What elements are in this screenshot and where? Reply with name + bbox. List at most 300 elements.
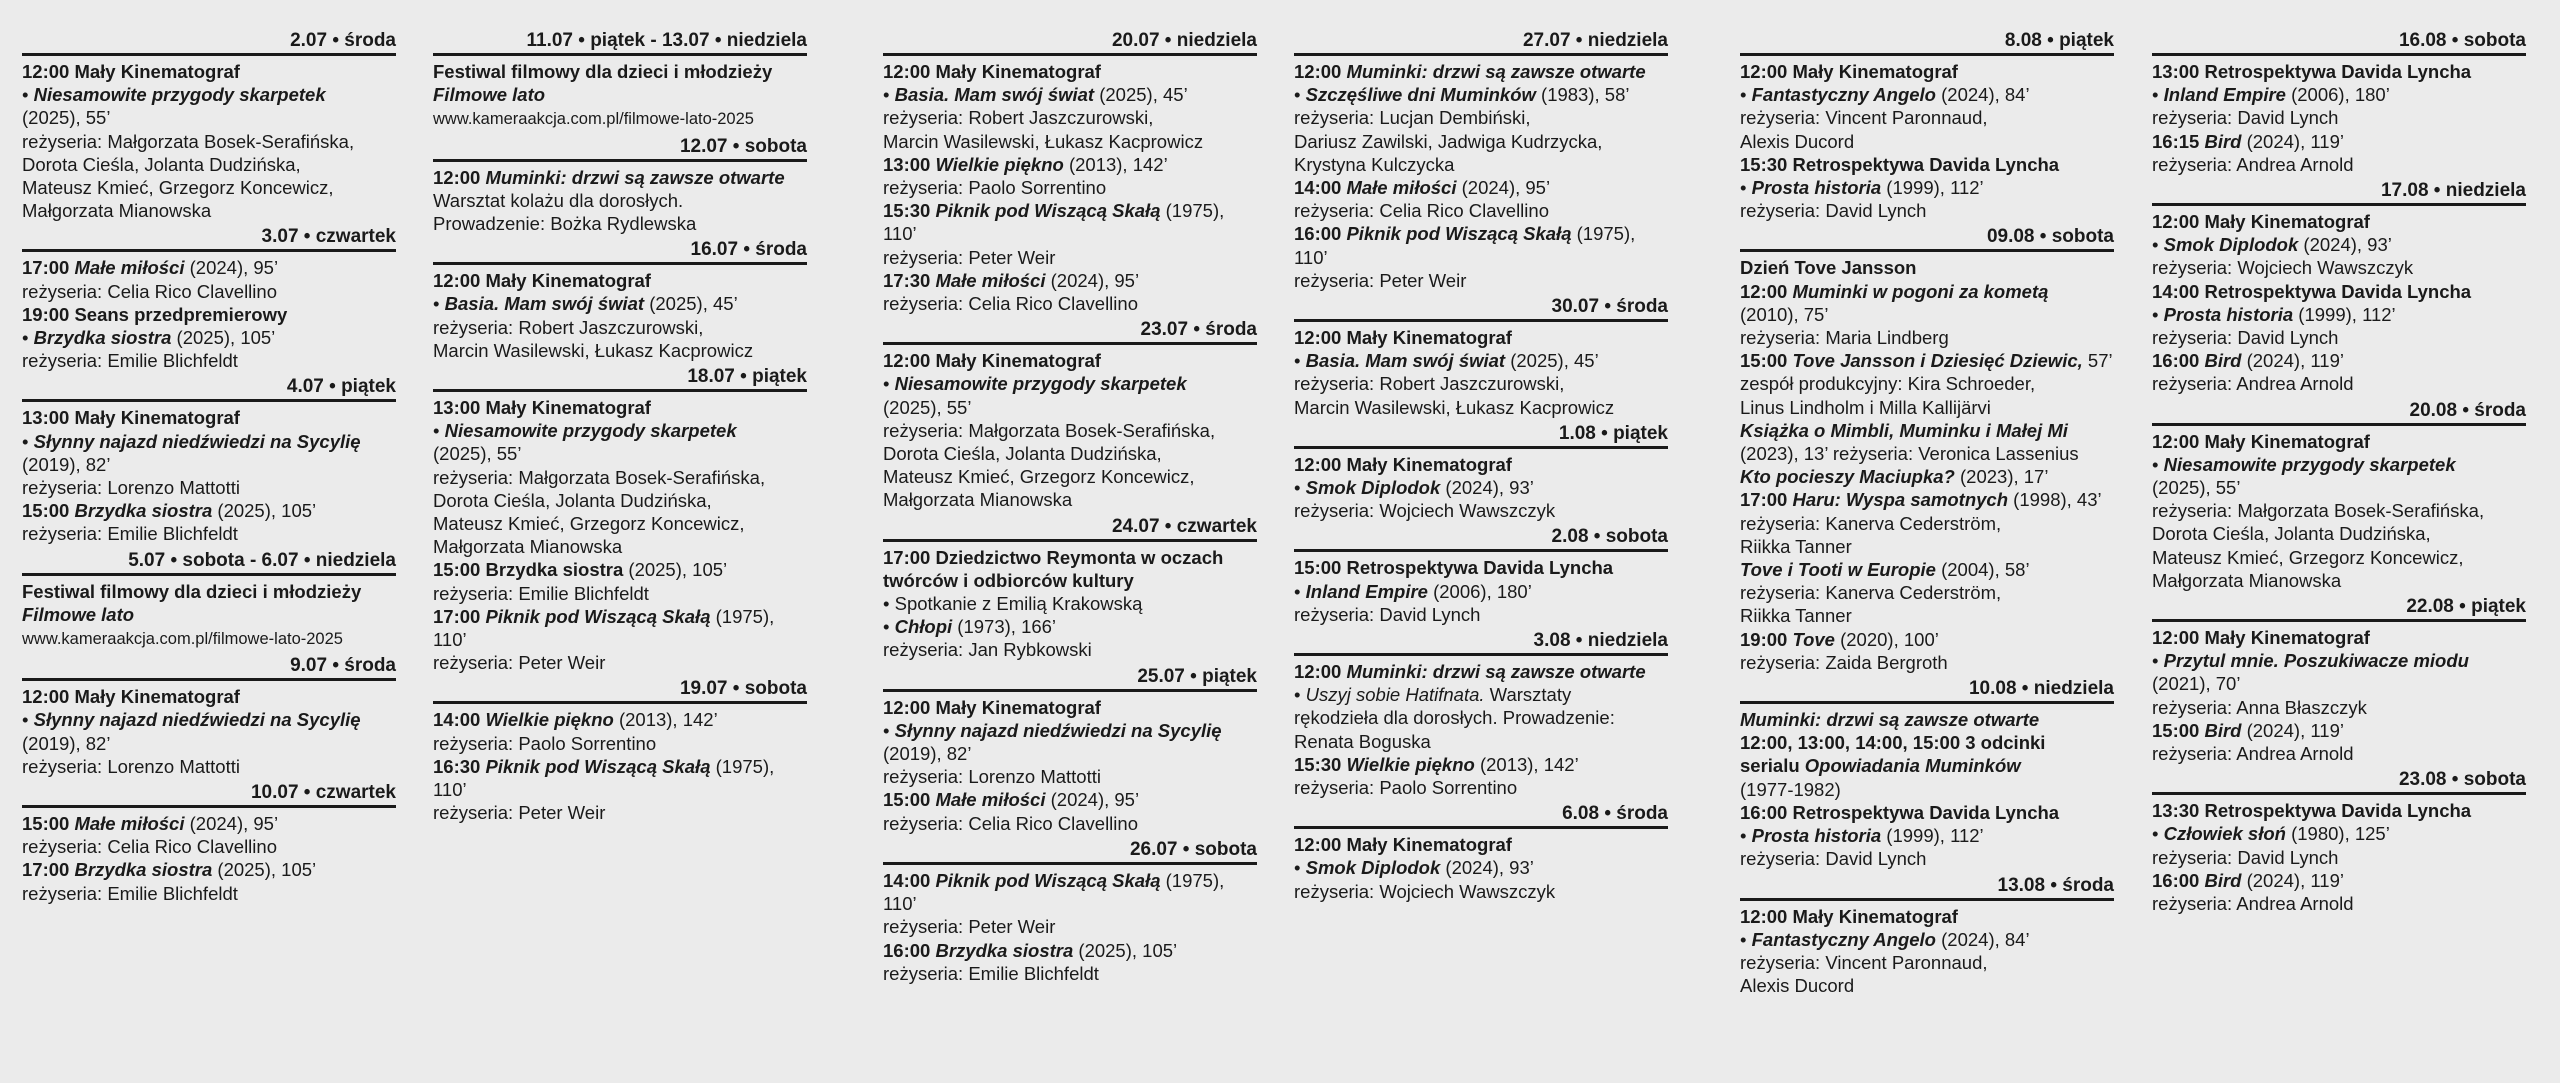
- event-text: 12:00 Mały Kinematograf: [883, 696, 1101, 718]
- day-events: [22, 808, 396, 909]
- event-line: [2152, 430, 2526, 453]
- day-block: [883, 516, 1257, 666]
- day-events: [2152, 795, 2526, 919]
- event-line: [883, 130, 1257, 153]
- event-text: (2025), 45’: [1505, 350, 1599, 372]
- event-line: [2152, 719, 2526, 742]
- event-text: Małe miłości: [74, 257, 185, 279]
- event-line: [433, 732, 807, 755]
- event-text: (2024), 119’: [2241, 869, 2344, 891]
- event-text: 15:00: [433, 559, 486, 581]
- day-date-header: 3.08 • niedziela: [1294, 630, 1668, 656]
- event-line: [1294, 683, 1668, 706]
- event-text: (2025), 55’: [22, 107, 111, 129]
- event-text: Smok Diplodok: [1305, 477, 1441, 499]
- event-line: [1294, 453, 1668, 476]
- event-line: [883, 719, 1257, 742]
- event-text: reżyseria: Kanerva Cederström,: [1740, 512, 2002, 534]
- day-events: [2152, 206, 2526, 400]
- event-text: Piknik pod Wiszącą Skałą: [935, 200, 1161, 222]
- event-text: reżyseria: Peter Weir: [1294, 269, 1467, 291]
- event-text: Muminki: drzwi są zawsze otwarte: [1740, 709, 2040, 731]
- day-events: [433, 56, 807, 136]
- event-line: [1294, 246, 1668, 269]
- event-line: [2152, 546, 2526, 569]
- event-line: [883, 176, 1257, 199]
- event-text: Małgorzata Mianowska: [2152, 569, 2342, 591]
- event-line: [1294, 349, 1668, 372]
- event-line: [433, 801, 807, 824]
- event-line: [883, 106, 1257, 129]
- event-line: [1294, 660, 1668, 683]
- event-line: [1294, 499, 1668, 522]
- website-link[interactable]: www.kameraakcja.com.pl/filmowe-lato-2025: [22, 630, 343, 649]
- event-text: Małgorzata Mianowska: [433, 536, 623, 558]
- day-block: [22, 30, 396, 226]
- event-text: 12:00 Mały Kinematograf: [2152, 430, 2370, 452]
- event-text: Muminki: drzwi są zawsze otwarte: [1346, 661, 1646, 683]
- event-line: [22, 476, 396, 499]
- event-line: [22, 499, 396, 522]
- event-text: 12:00: [1294, 61, 1347, 82]
- event-line: [1740, 951, 2114, 974]
- event-text: Niesamowite przygody skarpetek: [2163, 453, 2456, 475]
- event-line: [1294, 730, 1668, 753]
- event-line: [433, 106, 807, 131]
- event-text: •: [1294, 684, 1306, 706]
- event-text: reżyseria: Paolo Sorrentino: [433, 732, 657, 754]
- event-line: [433, 189, 807, 212]
- event-line: [1740, 256, 2114, 279]
- event-text: reżyseria: Robert Jaszczurowski,: [1294, 373, 1565, 395]
- event-line: [22, 626, 396, 651]
- event-line: [883, 765, 1257, 788]
- event-text: 12:00: [433, 166, 486, 188]
- day-events: [433, 265, 807, 366]
- day-events: [2152, 56, 2526, 180]
- event-line: [1740, 651, 2114, 674]
- day-events: [1740, 56, 2114, 226]
- day-events: [1294, 56, 1668, 296]
- event-text: Wielkie piękno: [1346, 753, 1475, 775]
- event-text: reżyseria: Andrea Arnold: [2152, 153, 2354, 175]
- day-block: [2152, 400, 2526, 596]
- event-line: [2152, 846, 2526, 869]
- event-text: reżyseria: Małgorzata Bosek-Serafińska,: [22, 130, 355, 152]
- event-line: [22, 835, 396, 858]
- event-line: [433, 83, 807, 106]
- event-line: [1294, 106, 1668, 129]
- event-text: (2025), 105’: [212, 500, 317, 522]
- event-text: Inland Empire: [2163, 84, 2286, 106]
- day-date-header: 9.07 • środa: [22, 655, 396, 681]
- day-block: [433, 678, 807, 828]
- event-text: 16:30: [433, 755, 486, 777]
- event-text: Linus Lindholm i Milla Kallijärvi: [1740, 396, 1991, 418]
- day-date-header: 23.08 • sobota: [2152, 769, 2526, 795]
- day-block: [433, 136, 807, 240]
- event-text: (2006), 180’: [2285, 84, 2390, 106]
- event-line: [1294, 880, 1668, 903]
- event-text: 19:00: [1740, 628, 1793, 650]
- event-line: [22, 708, 396, 731]
- day-events: [1740, 252, 2114, 678]
- event-line: [433, 778, 807, 801]
- event-text: (1975),: [1160, 869, 1225, 891]
- event-line: [883, 742, 1257, 765]
- event-text: reżyseria: Małgorzata Bosek-Serafińska,: [883, 419, 1216, 441]
- day-block: [883, 319, 1257, 515]
- event-text: • Spotkanie z Emilią Krakowską: [883, 593, 1143, 615]
- event-text: reżyseria: Emilie Blichfeldt: [433, 582, 649, 604]
- event-line: [2152, 349, 2526, 372]
- event-line: [433, 339, 807, 362]
- event-text: reżyseria: Peter Weir: [883, 246, 1056, 268]
- event-text: zespół produkcyjny: Kira Schroeder,: [1740, 373, 2036, 395]
- event-line: [2152, 83, 2526, 106]
- event-text: (2025), 105’: [212, 859, 317, 881]
- event-text: Brzydka siostra: [33, 327, 172, 349]
- event-line: [22, 580, 396, 603]
- event-line: [1294, 83, 1668, 106]
- day-date-header: 2.07 • środa: [22, 30, 396, 56]
- event-text: (1998), 43’: [2008, 489, 2102, 511]
- event-line: [1740, 974, 2114, 997]
- day-block: [1740, 30, 2114, 226]
- event-text: reżyseria: David Lynch: [1740, 200, 1927, 222]
- event-text: Mateusz Kmieć, Grzegorz Koncewicz,: [2152, 546, 2464, 568]
- event-text: 15:00: [2152, 719, 2205, 741]
- event-text: reżyseria: Peter Weir: [883, 916, 1056, 938]
- day-events: [22, 56, 396, 226]
- event-text: 15:00: [22, 813, 75, 835]
- event-text: 13:00 Mały Kinematograf: [22, 407, 240, 429]
- event-text: Uszyj sobie Hatifnata.: [1305, 684, 1485, 706]
- event-line: [1740, 396, 2114, 419]
- event-text: Człowiek słoń: [2163, 823, 2286, 845]
- event-line: [1740, 465, 2114, 488]
- day-block: [1294, 526, 1668, 630]
- event-text: Bird: [2204, 130, 2242, 152]
- event-text: Alexis Ducord: [1740, 975, 1855, 997]
- event-text: Prosta historia: [1751, 825, 1882, 847]
- event-line: [433, 166, 807, 189]
- event-text: 15:30 Retrospektywa Davida Lyncha: [1740, 153, 2060, 175]
- event-text: (2024), 95’: [1045, 269, 1140, 291]
- event-line: [2152, 303, 2526, 326]
- event-text: reżyseria: Jan Rybkowski: [883, 639, 1092, 661]
- event-text: 13:00 Retrospektywa Davida Lyncha: [2152, 61, 2472, 82]
- event-text: •: [1740, 84, 1752, 106]
- event-text: 19:00 Seans przedpremierowy: [22, 303, 288, 325]
- event-line: [2152, 372, 2526, 395]
- event-text: (1983), 58’: [1535, 84, 1630, 106]
- event-line: [883, 83, 1257, 106]
- event-text: •: [1740, 177, 1752, 199]
- day-block: [1294, 803, 1668, 907]
- event-text: 14:00: [883, 869, 936, 891]
- day-date-header: 19.07 • sobota: [433, 678, 807, 704]
- event-text: Muminki: drzwi są zawsze otwarte: [1346, 61, 1646, 82]
- event-text: (2010), 75’: [1740, 303, 1829, 325]
- event-line: [1294, 326, 1668, 349]
- event-text: reżyseria: Peter Weir: [433, 802, 606, 824]
- event-line: [1740, 628, 2114, 651]
- event-line: [1294, 580, 1668, 603]
- event-line: [433, 605, 807, 628]
- event-line: [1740, 442, 2114, 465]
- event-line: [1740, 535, 2114, 558]
- day-events: [883, 542, 1257, 666]
- event-text: 17:30: [883, 269, 936, 291]
- event-text: Inland Empire: [1305, 580, 1428, 602]
- event-text: Muminki: drzwi są zawsze otwarte: [485, 166, 785, 188]
- event-text: Dzień Tove Jansson: [1740, 257, 1917, 279]
- day-block: [1740, 226, 2114, 678]
- event-line: [883, 199, 1257, 222]
- event-line: [22, 603, 396, 626]
- event-text: reżyseria: Wojciech Wawszczyk: [1294, 880, 1556, 902]
- day-events: [433, 704, 807, 828]
- event-line: [883, 638, 1257, 661]
- event-text: •: [2152, 303, 2164, 325]
- event-text: reżyseria: Celia Rico Clavellino: [22, 280, 277, 302]
- event-text: reżyseria: Vincent Paronnaud,: [1740, 951, 1988, 973]
- event-text: •: [883, 719, 895, 741]
- event-line: [1294, 476, 1668, 499]
- event-text: 12:00 Mały Kinematograf: [2152, 211, 2370, 233]
- schedule-column-1: [22, 30, 396, 909]
- event-text: 57’: [2082, 350, 2113, 372]
- event-text: Filmowe lato: [22, 603, 135, 625]
- event-line: [433, 419, 807, 442]
- event-text: •: [22, 709, 34, 731]
- event-text: Festiwal filmowy dla dzieci i młodzieży: [22, 580, 362, 602]
- event-line: [22, 199, 396, 222]
- event-line: [1740, 130, 2114, 153]
- event-text: •: [433, 293, 445, 315]
- event-text: Dorota Cieśla, Jolanta Dudzińska,: [883, 443, 1162, 465]
- event-line: [433, 396, 807, 419]
- event-text: Renata Boguska: [1294, 730, 1431, 752]
- event-line: [2152, 626, 2526, 649]
- event-text: (2019), 82’: [22, 453, 111, 475]
- event-text: (1973), 166’: [952, 616, 1057, 638]
- event-text: (1977-1982): [1740, 778, 1841, 800]
- event-text: Mateusz Kmieć, Grzegorz Koncewicz,: [22, 177, 334, 199]
- event-text: rękodzieła dla dorosłych. Prowadzenie:: [1294, 707, 1615, 729]
- day-date-header: 16.07 • środa: [433, 239, 807, 265]
- event-text: Przytul mnie. Poszukiwacze miodu: [2163, 650, 2469, 672]
- day-date-header: 3.07 • czwartek: [22, 226, 396, 252]
- event-line: [1294, 176, 1668, 199]
- event-text: Prowadzenie: Bożka Rydlewska: [433, 213, 697, 235]
- day-date-header: 5.07 • sobota - 6.07 • niedziela: [22, 550, 396, 576]
- event-line: [1740, 824, 2114, 847]
- day-date-header: 17.08 • niedziela: [2152, 180, 2526, 206]
- event-text: reżyseria: Zaida Bergroth: [1740, 651, 1948, 673]
- event-text: 17:00 Dziedzictwo Reymonta w oczach: [883, 546, 1224, 568]
- day-block: [433, 366, 807, 678]
- event-line: [2152, 60, 2526, 83]
- event-text: Dorota Cieśla, Jolanta Dudzińska,: [2152, 523, 2431, 545]
- day-date-header: 27.07 • niedziela: [1294, 30, 1668, 56]
- event-line: [883, 153, 1257, 176]
- event-text: •: [2152, 453, 2164, 475]
- event-text: 15:30: [1294, 753, 1347, 775]
- event-line: [1740, 708, 2114, 731]
- day-events: [22, 576, 396, 656]
- event-text: 17:00: [22, 257, 75, 279]
- event-text: (2006), 180’: [1427, 580, 1532, 602]
- day-events: [433, 392, 807, 678]
- day-block: [22, 782, 396, 909]
- event-text: Krystyna Kulczycka: [1294, 153, 1455, 175]
- event-text: 12:00 Mały Kinematograf: [22, 686, 240, 708]
- event-line: [1740, 280, 2114, 303]
- event-text: Smok Diplodok: [1305, 857, 1441, 879]
- event-line: [1740, 419, 2114, 442]
- event-text: Bird: [2204, 719, 2242, 741]
- day-date-header: 13.08 • środa: [1740, 875, 2114, 901]
- day-date-header: 30.07 • środa: [1294, 296, 1668, 322]
- website-link[interactable]: www.kameraakcja.com.pl/filmowe-lato-2025: [433, 110, 754, 129]
- event-text: 16:00: [883, 939, 936, 961]
- event-text: Filmowe lato: [433, 84, 546, 106]
- event-line: [433, 582, 807, 605]
- event-text: 17:00: [1740, 489, 1793, 511]
- event-line: [22, 326, 396, 349]
- event-line: [2152, 822, 2526, 845]
- event-text: reżyseria: Wojciech Wawszczyk: [2152, 257, 2414, 279]
- event-text: 12:00 Mały Kinematograf: [22, 61, 240, 82]
- event-line: [1740, 303, 2114, 326]
- event-text: reżyseria: Emilie Blichfeldt: [22, 350, 238, 372]
- event-text: (2024), 119’: [2241, 719, 2344, 741]
- event-text: Małe miłości: [935, 269, 1046, 291]
- event-line: [2152, 106, 2526, 129]
- event-text: reżyseria: David Lynch: [2152, 327, 2339, 349]
- event-text: Smok Diplodok: [2163, 234, 2299, 256]
- event-line: [1294, 556, 1668, 579]
- event-text: (2025), 105’: [1073, 939, 1178, 961]
- event-text: Kto pocieszy Maciupka?: [1740, 466, 1955, 488]
- event-text: (2025), 45’: [1094, 84, 1188, 106]
- event-line: [1740, 581, 2114, 604]
- event-text: reżyseria: Peter Weir: [433, 652, 606, 674]
- event-text: 12:00 Mały Kinematograf: [1740, 905, 1958, 927]
- event-text: Słynny najazd niedźwiedzi na Sycylię: [894, 719, 1222, 741]
- event-line: [883, 892, 1257, 915]
- day-date-header: 16.08 • sobota: [2152, 30, 2526, 56]
- event-text: reżyseria: Robert Jaszczurowski,: [433, 316, 704, 338]
- event-line: [883, 569, 1257, 592]
- event-line: [1740, 372, 2114, 395]
- event-text: Piknik pod Wiszącą Skałą: [1346, 223, 1572, 245]
- event-text: 15:30: [883, 200, 936, 222]
- event-line: [1294, 269, 1668, 292]
- event-text: Niesamowite przygody skarpetek: [444, 420, 737, 442]
- event-line: [2152, 672, 2526, 695]
- event-line: [883, 488, 1257, 511]
- event-line: [883, 696, 1257, 719]
- event-text: •: [2152, 84, 2164, 106]
- event-line: [22, 453, 396, 476]
- event-text: (2025), 55’: [433, 443, 522, 465]
- event-line: [2152, 233, 2526, 256]
- day-date-header: 6.08 • środa: [1294, 803, 1668, 829]
- day-date-header: 10.08 • niedziela: [1740, 678, 2114, 704]
- event-text: reżyseria: Robert Jaszczurowski,: [883, 107, 1154, 129]
- day-block: [883, 666, 1257, 839]
- event-line: [22, 732, 396, 755]
- event-line: [883, 349, 1257, 372]
- event-line: [883, 269, 1257, 292]
- event-line: [1740, 801, 2114, 824]
- day-events: [883, 865, 1257, 989]
- event-line: [883, 939, 1257, 962]
- event-text: 17:00: [22, 859, 75, 881]
- event-text: 13:00 Mały Kinematograf: [433, 397, 651, 419]
- event-line: [1740, 488, 2114, 511]
- event-text: 16:00 Retrospektywa Davida Lyncha: [1740, 801, 2060, 823]
- day-events: [883, 56, 1257, 319]
- event-line: [883, 915, 1257, 938]
- event-text: 16:15: [2152, 130, 2205, 152]
- event-line: [883, 812, 1257, 835]
- day-events: [2152, 622, 2526, 769]
- event-text: (1975),: [1160, 200, 1225, 222]
- day-date-header: 18.07 • piątek: [433, 366, 807, 392]
- event-text: •: [22, 84, 34, 106]
- event-line: [22, 430, 396, 453]
- day-date-header: 22.08 • piątek: [2152, 596, 2526, 622]
- event-text: Mateusz Kmieć, Grzegorz Koncewicz,: [883, 466, 1195, 488]
- event-text: 14:00: [433, 709, 486, 731]
- event-text: (2013), 142’: [1474, 753, 1579, 775]
- event-line: [883, 869, 1257, 892]
- event-text: Brzydka siostra: [74, 859, 213, 881]
- event-text: •: [1294, 477, 1306, 499]
- event-text: 110’: [433, 629, 467, 651]
- event-text: (1975),: [1571, 223, 1636, 245]
- event-text: Piknik pod Wiszącą Skałą: [485, 605, 711, 627]
- day-block: [22, 655, 396, 782]
- event-line: [22, 256, 396, 279]
- event-line: [1740, 847, 2114, 870]
- event-text: Niesamowite przygody skarpetek: [894, 373, 1187, 395]
- event-text: Marcin Wasilewski, Łukasz Kacprowicz: [1294, 396, 1615, 418]
- event-line: [1294, 396, 1668, 419]
- event-line: [22, 812, 396, 835]
- event-text: reżyseria: Andrea Arnold: [2152, 743, 2354, 765]
- event-text: Brzydka siostra: [935, 939, 1074, 961]
- event-text: reżyseria: Vincent Paronnaud,: [1740, 107, 1988, 129]
- event-text: Wielkie piękno: [935, 153, 1064, 175]
- event-line: [433, 558, 807, 581]
- schedule-column-6: [2152, 30, 2526, 919]
- day-date-header: 23.07 • środa: [883, 319, 1257, 345]
- event-line: [883, 442, 1257, 465]
- event-line: [883, 615, 1257, 638]
- event-text: 15:00: [883, 789, 936, 811]
- event-text: •: [22, 327, 34, 349]
- event-text: •: [1294, 84, 1306, 106]
- schedule-column-3: [883, 30, 1257, 989]
- event-line: [22, 83, 396, 106]
- event-line: [433, 651, 807, 674]
- event-text: (2024), 119’: [2241, 130, 2344, 152]
